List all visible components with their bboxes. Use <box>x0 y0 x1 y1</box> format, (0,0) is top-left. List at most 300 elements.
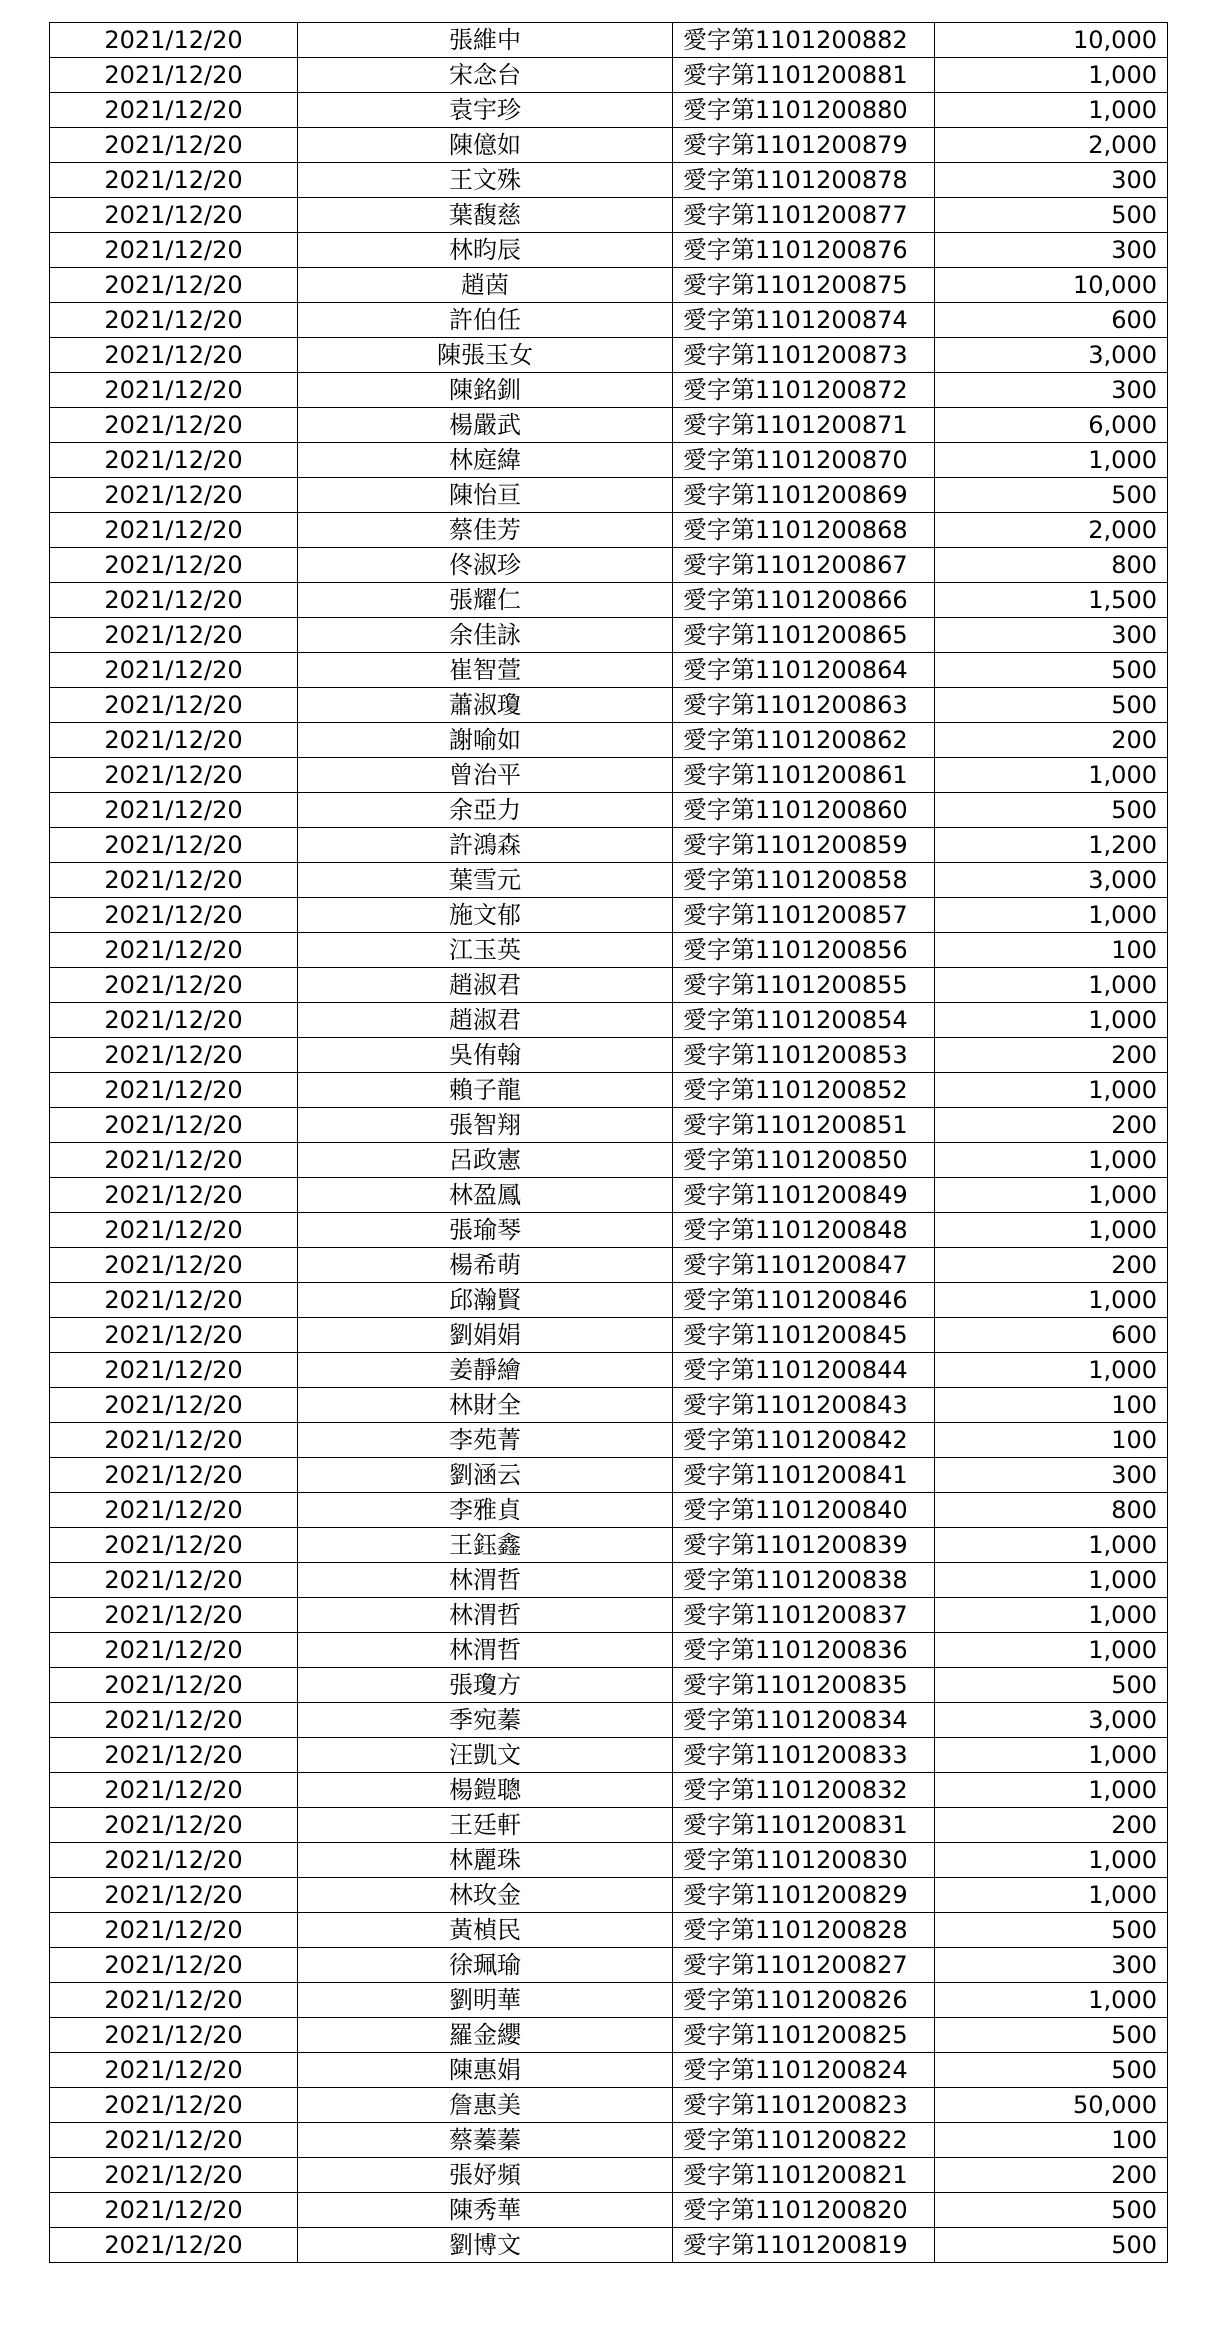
donation-amount-cell: 200 <box>935 2158 1168 2193</box>
donor-name-cell: 余佳詠 <box>298 618 673 653</box>
table-row <box>50 828 1168 863</box>
receipt-number-cell: 愛字第1101200832 <box>673 1773 935 1808</box>
donation-amount-cell: 500 <box>935 1668 1168 1703</box>
donation-amount-cell: 500 <box>935 688 1168 723</box>
donation-table-body <box>50 23 1168 2263</box>
donation-amount-cell: 300 <box>935 163 1168 198</box>
receipt-number-cell: 愛字第1101200853 <box>673 1038 935 1073</box>
table-row <box>50 1108 1168 1143</box>
donation-date-cell: 2021/12/20 <box>50 408 298 443</box>
table-row <box>50 1458 1168 1493</box>
donation-date-cell: 2021/12/20 <box>50 93 298 128</box>
receipt-number-cell: 愛字第1101200851 <box>673 1108 935 1143</box>
donation-date-cell: 2021/12/20 <box>50 1038 298 1073</box>
receipt-number-cell: 愛字第1101200854 <box>673 1003 935 1038</box>
donation-date-cell: 2021/12/20 <box>50 2228 298 2263</box>
donation-date-cell: 2021/12/20 <box>50 2158 298 2193</box>
donor-name-cell: 劉涵云 <box>298 1458 673 1493</box>
donation-amount-cell: 200 <box>935 1808 1168 1843</box>
donation-date-cell: 2021/12/20 <box>50 198 298 233</box>
receipt-number-cell: 愛字第1101200856 <box>673 933 935 968</box>
donor-name-cell: 陳秀華 <box>298 2193 673 2228</box>
donation-amount-cell: 200 <box>935 1038 1168 1073</box>
donor-name-cell: 徐珮瑜 <box>298 1948 673 1983</box>
table-row <box>50 548 1168 583</box>
receipt-number-cell: 愛字第1101200873 <box>673 338 935 373</box>
receipt-number-cell: 愛字第1101200846 <box>673 1283 935 1318</box>
table-row <box>50 1598 1168 1633</box>
table-row <box>50 1528 1168 1563</box>
receipt-number-cell: 愛字第1101200852 <box>673 1073 935 1108</box>
table-row <box>50 408 1168 443</box>
receipt-number-cell: 愛字第1101200863 <box>673 688 935 723</box>
table-row <box>50 93 1168 128</box>
receipt-number-cell: 愛字第1101200872 <box>673 373 935 408</box>
donation-amount-cell: 300 <box>935 1458 1168 1493</box>
receipt-number-cell: 愛字第1101200876 <box>673 233 935 268</box>
donor-name-cell: 張維中 <box>298 23 673 58</box>
donation-date-cell: 2021/12/20 <box>50 1913 298 1948</box>
donation-amount-cell: 1,000 <box>935 1528 1168 1563</box>
receipt-number-cell: 愛字第1101200874 <box>673 303 935 338</box>
receipt-number-cell: 愛字第1101200858 <box>673 863 935 898</box>
receipt-number-cell: 愛字第1101200869 <box>673 478 935 513</box>
donation-date-cell: 2021/12/20 <box>50 1633 298 1668</box>
donation-table <box>49 22 1168 2263</box>
table-row <box>50 1143 1168 1178</box>
receipt-number-cell: 愛字第1101200830 <box>673 1843 935 1878</box>
donation-amount-cell: 1,000 <box>935 1598 1168 1633</box>
donor-name-cell: 劉明華 <box>298 1983 673 2018</box>
donation-date-cell: 2021/12/20 <box>50 1108 298 1143</box>
donor-name-cell: 趙淑君 <box>298 1003 673 1038</box>
receipt-number-cell: 愛字第1101200866 <box>673 583 935 618</box>
donor-name-cell: 楊鎧聰 <box>298 1773 673 1808</box>
table-row <box>50 1563 1168 1598</box>
donation-amount-cell: 3,000 <box>935 863 1168 898</box>
donation-amount-cell: 500 <box>935 2053 1168 2088</box>
donation-date-cell: 2021/12/20 <box>50 1353 298 1388</box>
donation-date-cell: 2021/12/20 <box>50 2018 298 2053</box>
donation-date-cell: 2021/12/20 <box>50 478 298 513</box>
donation-amount-cell: 1,500 <box>935 583 1168 618</box>
table-row <box>50 1178 1168 1213</box>
table-row <box>50 2053 1168 2088</box>
receipt-number-cell: 愛字第1101200855 <box>673 968 935 1003</box>
table-row <box>50 513 1168 548</box>
donation-amount-cell: 500 <box>935 2193 1168 2228</box>
table-row <box>50 1773 1168 1808</box>
receipt-number-cell: 愛字第1101200844 <box>673 1353 935 1388</box>
donor-name-cell: 許伯任 <box>298 303 673 338</box>
donation-amount-cell: 500 <box>935 478 1168 513</box>
table-row <box>50 58 1168 93</box>
table-row <box>50 2088 1168 2123</box>
table-row <box>50 338 1168 373</box>
donation-date-cell: 2021/12/20 <box>50 1458 298 1493</box>
table-row <box>50 128 1168 163</box>
table-row <box>50 1738 1168 1773</box>
receipt-number-cell: 愛字第1101200842 <box>673 1423 935 1458</box>
receipt-number-cell: 愛字第1101200828 <box>673 1913 935 1948</box>
receipt-number-cell: 愛字第1101200822 <box>673 2123 935 2158</box>
table-row <box>50 1808 1168 1843</box>
receipt-number-cell: 愛字第1101200879 <box>673 128 935 163</box>
receipt-number-cell: 愛字第1101200840 <box>673 1493 935 1528</box>
table-row <box>50 268 1168 303</box>
donation-amount-cell: 6,000 <box>935 408 1168 443</box>
receipt-number-cell: 愛字第1101200861 <box>673 758 935 793</box>
donor-name-cell: 宋念台 <box>298 58 673 93</box>
table-row <box>50 1423 1168 1458</box>
table-row <box>50 1878 1168 1913</box>
donation-amount-cell: 1,000 <box>935 1353 1168 1388</box>
table-row <box>50 1073 1168 1108</box>
donor-name-cell: 林渭哲 <box>298 1563 673 1598</box>
receipt-number-cell: 愛字第1101200838 <box>673 1563 935 1598</box>
donor-name-cell: 張瑜琴 <box>298 1213 673 1248</box>
donation-amount-cell: 300 <box>935 618 1168 653</box>
table-row <box>50 653 1168 688</box>
donation-date-cell: 2021/12/20 <box>50 1528 298 1563</box>
donor-name-cell: 蔡佳芳 <box>298 513 673 548</box>
donation-amount-cell: 200 <box>935 1248 1168 1283</box>
donor-name-cell: 王文殊 <box>298 163 673 198</box>
donor-name-cell: 呂政憲 <box>298 1143 673 1178</box>
table-row <box>50 2193 1168 2228</box>
donor-name-cell: 陳張玉女 <box>298 338 673 373</box>
donor-name-cell: 袁宇珍 <box>298 93 673 128</box>
donation-amount-cell: 100 <box>935 1388 1168 1423</box>
donor-name-cell: 陳億如 <box>298 128 673 163</box>
receipt-number-cell: 愛字第1101200862 <box>673 723 935 758</box>
donor-name-cell: 吳侑翰 <box>298 1038 673 1073</box>
donor-name-cell: 姜靜繪 <box>298 1353 673 1388</box>
donor-name-cell: 趙茵 <box>298 268 673 303</box>
donation-date-cell: 2021/12/20 <box>50 338 298 373</box>
table-row <box>50 1213 1168 1248</box>
donation-amount-cell: 50,000 <box>935 2088 1168 2123</box>
receipt-number-cell: 愛字第1101200845 <box>673 1318 935 1353</box>
donor-name-cell: 施文郁 <box>298 898 673 933</box>
table-row <box>50 233 1168 268</box>
table-row <box>50 1493 1168 1528</box>
table-row <box>50 1633 1168 1668</box>
donation-date-cell: 2021/12/20 <box>50 373 298 408</box>
donation-amount-cell: 500 <box>935 793 1168 828</box>
donation-amount-cell: 300 <box>935 233 1168 268</box>
donor-name-cell: 林財全 <box>298 1388 673 1423</box>
table-row <box>50 478 1168 513</box>
receipt-number-cell: 愛字第1101200870 <box>673 443 935 478</box>
donor-name-cell: 葉馥慈 <box>298 198 673 233</box>
donation-date-cell: 2021/12/20 <box>50 618 298 653</box>
table-row <box>50 1983 1168 2018</box>
donation-date-cell: 2021/12/20 <box>50 128 298 163</box>
table-row <box>50 1283 1168 1318</box>
donation-date-cell: 2021/12/20 <box>50 1983 298 2018</box>
donation-amount-cell: 1,000 <box>935 443 1168 478</box>
receipt-number-cell: 愛字第1101200849 <box>673 1178 935 1213</box>
receipt-number-cell: 愛字第1101200864 <box>673 653 935 688</box>
receipt-number-cell: 愛字第1101200865 <box>673 618 935 653</box>
table-row <box>50 2158 1168 2193</box>
table-row <box>50 373 1168 408</box>
donor-name-cell: 李雅貞 <box>298 1493 673 1528</box>
donor-name-cell: 王廷軒 <box>298 1808 673 1843</box>
donation-amount-cell: 1,000 <box>935 968 1168 1003</box>
donation-date-cell: 2021/12/20 <box>50 2053 298 2088</box>
table-row <box>50 1843 1168 1878</box>
receipt-number-cell: 愛字第1101200875 <box>673 268 935 303</box>
donation-amount-cell: 600 <box>935 1318 1168 1353</box>
receipt-number-cell: 愛字第1101200841 <box>673 1458 935 1493</box>
donation-amount-cell: 600 <box>935 303 1168 338</box>
receipt-number-cell: 愛字第1101200826 <box>673 1983 935 2018</box>
receipt-number-cell: 愛字第1101200857 <box>673 898 935 933</box>
donation-date-cell: 2021/12/20 <box>50 1598 298 1633</box>
donation-date-cell: 2021/12/20 <box>50 233 298 268</box>
table-row <box>50 1703 1168 1738</box>
donation-amount-cell: 1,000 <box>935 1843 1168 1878</box>
donor-name-cell: 黃楨民 <box>298 1913 673 1948</box>
table-row <box>50 1248 1168 1283</box>
receipt-number-cell: 愛字第1101200821 <box>673 2158 935 2193</box>
donation-date-cell: 2021/12/20 <box>50 1213 298 1248</box>
donation-date-cell: 2021/12/20 <box>50 23 298 58</box>
receipt-number-cell: 愛字第1101200878 <box>673 163 935 198</box>
donation-amount-cell: 1,000 <box>935 1983 1168 2018</box>
donation-amount-cell: 300 <box>935 1948 1168 1983</box>
donation-amount-cell: 200 <box>935 723 1168 758</box>
donation-amount-cell: 1,000 <box>935 1073 1168 1108</box>
table-row <box>50 758 1168 793</box>
donor-name-cell: 崔智萱 <box>298 653 673 688</box>
donation-amount-cell: 10,000 <box>935 23 1168 58</box>
donation-amount-cell: 1,000 <box>935 1003 1168 1038</box>
donor-name-cell: 趙淑君 <box>298 968 673 1003</box>
donation-date-cell: 2021/12/20 <box>50 968 298 1003</box>
donor-name-cell: 陳惠娟 <box>298 2053 673 2088</box>
donor-name-cell: 佟淑珍 <box>298 548 673 583</box>
table-row <box>50 198 1168 233</box>
donation-date-cell: 2021/12/20 <box>50 723 298 758</box>
table-row <box>50 163 1168 198</box>
table-row <box>50 1003 1168 1038</box>
table-row <box>50 1388 1168 1423</box>
donation-amount-cell: 500 <box>935 198 1168 233</box>
donor-name-cell: 劉娟娟 <box>298 1318 673 1353</box>
table-row <box>50 688 1168 723</box>
table-row <box>50 618 1168 653</box>
receipt-number-cell: 愛字第1101200839 <box>673 1528 935 1563</box>
receipt-number-cell: 愛字第1101200859 <box>673 828 935 863</box>
donation-date-cell: 2021/12/20 <box>50 828 298 863</box>
donation-date-cell: 2021/12/20 <box>50 1423 298 1458</box>
donor-name-cell: 張智翔 <box>298 1108 673 1143</box>
donor-name-cell: 詹惠美 <box>298 2088 673 2123</box>
table-row <box>50 1038 1168 1073</box>
donation-amount-cell: 500 <box>935 2228 1168 2263</box>
receipt-number-cell: 愛字第1101200847 <box>673 1248 935 1283</box>
donor-name-cell: 林盈鳳 <box>298 1178 673 1213</box>
donor-name-cell: 張耀仁 <box>298 583 673 618</box>
donation-amount-cell: 500 <box>935 1913 1168 1948</box>
donation-amount-cell: 1,000 <box>935 1773 1168 1808</box>
donation-amount-cell: 300 <box>935 373 1168 408</box>
receipt-number-cell: 愛字第1101200867 <box>673 548 935 583</box>
donation-date-cell: 2021/12/20 <box>50 1738 298 1773</box>
donor-name-cell: 江玉英 <box>298 933 673 968</box>
donation-amount-cell: 3,000 <box>935 338 1168 373</box>
table-row <box>50 583 1168 618</box>
donor-name-cell: 葉雪元 <box>298 863 673 898</box>
receipt-number-cell: 愛字第1101200881 <box>673 58 935 93</box>
donation-date-cell: 2021/12/20 <box>50 1178 298 1213</box>
donation-date-cell: 2021/12/20 <box>50 513 298 548</box>
receipt-number-cell: 愛字第1101200820 <box>673 2193 935 2228</box>
donation-date-cell: 2021/12/20 <box>50 863 298 898</box>
receipt-number-cell: 愛字第1101200860 <box>673 793 935 828</box>
donation-date-cell: 2021/12/20 <box>50 1843 298 1878</box>
receipt-number-cell: 愛字第1101200825 <box>673 2018 935 2053</box>
donor-name-cell: 邱瀚賢 <box>298 1283 673 1318</box>
donor-name-cell: 李苑菁 <box>298 1423 673 1458</box>
donation-date-cell: 2021/12/20 <box>50 1563 298 1598</box>
donation-amount-cell: 10,000 <box>935 268 1168 303</box>
table-row <box>50 443 1168 478</box>
donation-date-cell: 2021/12/20 <box>50 1318 298 1353</box>
receipt-number-cell: 愛字第1101200833 <box>673 1738 935 1773</box>
donation-date-cell: 2021/12/20 <box>50 303 298 338</box>
table-row <box>50 2123 1168 2158</box>
donor-name-cell: 汪凱文 <box>298 1738 673 1773</box>
donation-amount-cell: 100 <box>935 2123 1168 2158</box>
receipt-number-cell: 愛字第1101200871 <box>673 408 935 443</box>
donation-date-cell: 2021/12/20 <box>50 1003 298 1038</box>
donation-amount-cell: 100 <box>935 933 1168 968</box>
table-row <box>50 968 1168 1003</box>
donation-amount-cell: 500 <box>935 653 1168 688</box>
donation-amount-cell: 1,000 <box>935 1633 1168 1668</box>
receipt-number-cell: 愛字第1101200824 <box>673 2053 935 2088</box>
donor-name-cell: 余亞力 <box>298 793 673 828</box>
donor-name-cell: 林玫金 <box>298 1878 673 1913</box>
donation-amount-cell: 1,200 <box>935 828 1168 863</box>
donor-name-cell: 林渭哲 <box>298 1633 673 1668</box>
table-row <box>50 723 1168 758</box>
donation-date-cell: 2021/12/20 <box>50 1878 298 1913</box>
donation-date-cell: 2021/12/20 <box>50 1808 298 1843</box>
table-row <box>50 1318 1168 1353</box>
donation-date-cell: 2021/12/20 <box>50 1073 298 1108</box>
donation-date-cell: 2021/12/20 <box>50 1493 298 1528</box>
receipt-number-cell: 愛字第1101200882 <box>673 23 935 58</box>
donation-amount-cell: 1,000 <box>935 1178 1168 1213</box>
donation-amount-cell: 500 <box>935 2018 1168 2053</box>
donation-date-cell: 2021/12/20 <box>50 898 298 933</box>
donation-date-cell: 2021/12/20 <box>50 933 298 968</box>
donation-date-cell: 2021/12/20 <box>50 688 298 723</box>
receipt-number-cell: 愛字第1101200827 <box>673 1948 935 1983</box>
donor-name-cell: 張妤頻 <box>298 2158 673 2193</box>
donor-name-cell: 劉博文 <box>298 2228 673 2263</box>
donor-name-cell: 林庭緯 <box>298 443 673 478</box>
table-row <box>50 23 1168 58</box>
table-row <box>50 2228 1168 2263</box>
donor-name-cell: 賴子龍 <box>298 1073 673 1108</box>
donor-name-cell: 楊嚴武 <box>298 408 673 443</box>
donation-amount-cell: 800 <box>935 548 1168 583</box>
receipt-number-cell: 愛字第1101200819 <box>673 2228 935 2263</box>
table-row <box>50 1948 1168 1983</box>
receipt-number-cell: 愛字第1101200843 <box>673 1388 935 1423</box>
table-row <box>50 863 1168 898</box>
donation-amount-cell: 1,000 <box>935 1143 1168 1178</box>
receipt-number-cell: 愛字第1101200823 <box>673 2088 935 2123</box>
donation-amount-cell: 1,000 <box>935 58 1168 93</box>
donation-amount-cell: 1,000 <box>935 1563 1168 1598</box>
donation-amount-cell: 1,000 <box>935 898 1168 933</box>
donor-name-cell: 蔡蓁蓁 <box>298 2123 673 2158</box>
receipt-number-cell: 愛字第1101200880 <box>673 93 935 128</box>
donation-date-cell: 2021/12/20 <box>50 653 298 688</box>
receipt-number-cell: 愛字第1101200836 <box>673 1633 935 1668</box>
table-row <box>50 793 1168 828</box>
donation-date-cell: 2021/12/20 <box>50 1388 298 1423</box>
donation-date-cell: 2021/12/20 <box>50 1283 298 1318</box>
donor-name-cell: 許鴻森 <box>298 828 673 863</box>
donation-date-cell: 2021/12/20 <box>50 2088 298 2123</box>
donation-amount-cell: 200 <box>935 1108 1168 1143</box>
donation-amount-cell: 1,000 <box>935 758 1168 793</box>
donation-date-cell: 2021/12/20 <box>50 758 298 793</box>
receipt-number-cell: 愛字第1101200837 <box>673 1598 935 1633</box>
donation-date-cell: 2021/12/20 <box>50 163 298 198</box>
donor-name-cell: 張瓊方 <box>298 1668 673 1703</box>
donation-date-cell: 2021/12/20 <box>50 548 298 583</box>
table-row <box>50 898 1168 933</box>
donation-amount-cell: 1,000 <box>935 1878 1168 1913</box>
table-row <box>50 2018 1168 2053</box>
donor-name-cell: 王鈺鑫 <box>298 1528 673 1563</box>
donation-date-cell: 2021/12/20 <box>50 2193 298 2228</box>
donor-name-cell: 林昀辰 <box>298 233 673 268</box>
receipt-number-cell: 愛字第1101200834 <box>673 1703 935 1738</box>
donor-name-cell: 陳銘釧 <box>298 373 673 408</box>
receipt-number-cell: 愛字第1101200868 <box>673 513 935 548</box>
receipt-number-cell: 愛字第1101200877 <box>673 198 935 233</box>
table-row <box>50 1668 1168 1703</box>
donation-date-cell: 2021/12/20 <box>50 268 298 303</box>
receipt-number-cell: 愛字第1101200831 <box>673 1808 935 1843</box>
table-row <box>50 303 1168 338</box>
donor-name-cell: 曾治平 <box>298 758 673 793</box>
donation-date-cell: 2021/12/20 <box>50 793 298 828</box>
donation-amount-cell: 1,000 <box>935 1738 1168 1773</box>
receipt-number-cell: 愛字第1101200829 <box>673 1878 935 1913</box>
donation-amount-cell: 3,000 <box>935 1703 1168 1738</box>
donor-name-cell: 羅金纓 <box>298 2018 673 2053</box>
donor-name-cell: 季宛蓁 <box>298 1703 673 1738</box>
table-row <box>50 933 1168 968</box>
donation-amount-cell: 1,000 <box>935 93 1168 128</box>
donation-amount-cell: 800 <box>935 1493 1168 1528</box>
donation-amount-cell: 1,000 <box>935 1213 1168 1248</box>
donor-name-cell: 蕭淑瓊 <box>298 688 673 723</box>
donation-date-cell: 2021/12/20 <box>50 1143 298 1178</box>
donor-name-cell: 林渭哲 <box>298 1598 673 1633</box>
